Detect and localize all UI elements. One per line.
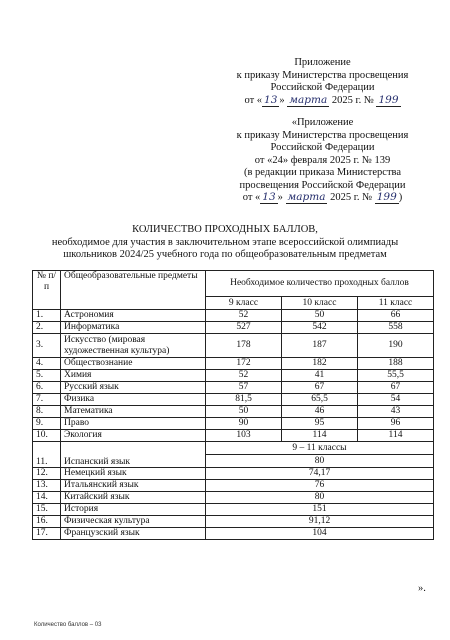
row-number: 11. <box>33 442 61 468</box>
score-grade-10: 50 <box>282 310 358 322</box>
appendix-line: от «24» февраля 2025 г. № 139 <box>254 154 391 166</box>
score-grade-10: 67 <box>282 382 358 394</box>
row-subject: Итальянский язык <box>61 480 206 492</box>
row-subject: Французский язык <box>61 528 206 540</box>
row-subject: Математика <box>61 406 206 418</box>
table-row <box>33 370 434 382</box>
row-number: 5. <box>33 370 61 382</box>
score-grade-10: 65,5 <box>282 394 358 406</box>
row-subject: Право <box>61 418 206 430</box>
score-grade-10: 187 <box>282 334 358 358</box>
header-subject: Общеобразовательные предметы <box>61 271 206 310</box>
row-number: 17. <box>33 528 61 540</box>
row-subject: Химия <box>61 370 206 382</box>
table-row <box>33 394 434 406</box>
row-number: 2. <box>33 322 61 334</box>
row-subject: Немецкий язык <box>61 468 206 480</box>
appendix-line: «Приложение <box>291 117 354 128</box>
appendix-date-line <box>215 95 430 108</box>
title-line: необходимое для участия в заключительном этапе всероссийской олимпиады <box>51 236 399 248</box>
score-grades-9-11: 80 <box>206 492 434 504</box>
table-row <box>33 322 434 334</box>
score-grade-11: 190 <box>358 334 434 358</box>
appendix-line: Приложение <box>294 57 351 68</box>
title-line: школьников 2024/25 учебного года по общеобразовательным предметам <box>63 249 387 260</box>
appendix-line: (в редакции приказа Министерства <box>243 167 402 178</box>
table-row <box>33 442 434 468</box>
score-grade-9: 50 <box>206 406 282 418</box>
document-title <box>0 224 450 262</box>
score-grade-9: 178 <box>206 334 282 358</box>
row-subject: Физическая культура <box>61 516 206 528</box>
table-row <box>33 516 434 528</box>
score-grade-10: 114 <box>282 430 358 442</box>
row-subject: Испанский язык <box>61 442 206 468</box>
row-number: 6. <box>33 382 61 394</box>
score-grades-9-11: 80 <box>314 456 325 466</box>
table-body <box>33 310 434 442</box>
date-prefix: от « <box>244 94 263 106</box>
row-subject: Обществознание <box>61 358 206 370</box>
passing-scores-table <box>32 270 434 540</box>
score-grade-10: 542 <box>282 322 358 334</box>
header-grade-11: 11 класс <box>358 297 434 310</box>
header-scores: Необходимое количество проходных баллов <box>206 271 434 297</box>
score-grade-10: 95 <box>282 418 358 430</box>
score-grade-10: 41 <box>282 370 358 382</box>
score-grades-9-11: 91,12 <box>206 516 434 528</box>
row-number: 8. <box>33 406 61 418</box>
row-number: 7. <box>33 394 61 406</box>
row-subject: Астрономия <box>61 310 206 322</box>
appendix-line: к приказу Министерства просвещения <box>236 129 409 141</box>
table-row <box>33 504 434 516</box>
score-grade-9: 172 <box>206 358 282 370</box>
score-grade-11: 43 <box>358 406 434 418</box>
row-subject: История <box>61 504 206 516</box>
score-grade-11: 558 <box>358 322 434 334</box>
header-grade-9: 9 класс <box>206 297 282 310</box>
table-row <box>33 430 434 442</box>
appendix-date-line: от « 13 » марта 2025 г. № 199 ) <box>242 191 403 203</box>
score-grade-9: 52 <box>206 370 282 382</box>
score-grade-11: 114 <box>358 430 434 442</box>
score-grade-9: 57 <box>206 382 282 394</box>
handwritten-month: марта <box>289 93 328 106</box>
date-mid: » <box>279 94 285 106</box>
score-grade-10: 182 <box>282 358 358 370</box>
row-subject: Физика <box>61 394 206 406</box>
row-number: 3. <box>33 334 61 358</box>
appendix-line: Российской Федерации <box>270 82 375 93</box>
table-row <box>33 334 434 358</box>
row-number: 13. <box>33 480 61 492</box>
row-subject: Китайский язык <box>61 492 206 504</box>
table-row <box>33 310 434 322</box>
closing-quote: ». <box>418 583 426 594</box>
row-number: 1. <box>33 310 61 322</box>
title-line: КОЛИЧЕСТВО ПРОХОДНЫХ БАЛЛОВ, <box>132 224 318 235</box>
score-grade-11: 188 <box>358 358 434 370</box>
row-subject: Искусство (мировая художественная культура) <box>61 334 206 358</box>
table-row <box>33 382 434 394</box>
footer-note: Количество баллов – 03 <box>34 622 102 628</box>
row-number: 15. <box>33 504 61 516</box>
row-number: 9. <box>33 418 61 430</box>
score-grades-9-11: 104 <box>206 528 434 540</box>
score-grade-9: 90 <box>206 418 282 430</box>
appendix-header <box>215 57 430 107</box>
header-number: № п/п <box>33 271 61 310</box>
table-body-merged <box>33 442 434 540</box>
row-subject: Русский язык <box>61 382 206 394</box>
merged-score-cell <box>206 442 434 468</box>
date-suffix: 2025 г. № <box>331 94 374 106</box>
row-subject: Информатика <box>61 322 206 334</box>
table-row <box>33 418 434 430</box>
handwritten-number: 199 <box>378 93 399 106</box>
handwritten-month: марта <box>287 191 326 203</box>
score-grade-10: 46 <box>282 406 358 418</box>
handwritten-number: 199 <box>376 191 397 203</box>
date-prefix: от « <box>242 192 261 203</box>
row-number: 4. <box>33 358 61 370</box>
score-grade-11: 54 <box>358 394 434 406</box>
appendix-line: Российской Федерации <box>270 142 375 153</box>
table-row <box>33 480 434 492</box>
header-grade-10: 10 класс <box>282 297 358 310</box>
row-number: 16. <box>33 516 61 528</box>
handwritten-day: 13 <box>264 93 278 106</box>
score-grade-9: 81,5 <box>206 394 282 406</box>
table-row <box>33 528 434 540</box>
date-suffix: 2025 г. № <box>330 192 373 203</box>
score-grade-9: 527 <box>206 322 282 334</box>
score-grades-9-11: 74,17 <box>206 468 434 480</box>
score-grade-11: 96 <box>358 418 434 430</box>
score-grade-9: 103 <box>206 430 282 442</box>
handwritten-day: 13 <box>262 191 276 203</box>
score-grade-11: 67 <box>358 382 434 394</box>
date-mid: » <box>277 192 283 203</box>
table-row <box>33 468 434 480</box>
table-row <box>33 358 434 370</box>
table-row <box>33 406 434 418</box>
appendix-line: просвещения Российской Федерации <box>239 179 406 191</box>
score-grade-11: 66 <box>358 310 434 322</box>
table-row <box>33 492 434 504</box>
appendix-line: к приказу Министерства просвещения <box>236 69 409 81</box>
score-grades-9-11: 76 <box>206 480 434 492</box>
score-grade-11: 55,5 <box>358 370 434 382</box>
row-subject: Экология <box>61 430 206 442</box>
score-grades-9-11: 151 <box>206 504 434 516</box>
merged-grades-header: 9 – 11 классы <box>206 442 433 455</box>
row-number: 12. <box>33 468 61 480</box>
row-number: 10. <box>33 430 61 442</box>
appendix-revision-header <box>215 117 430 205</box>
row-number: 14. <box>33 492 61 504</box>
score-grade-9: 52 <box>206 310 282 322</box>
